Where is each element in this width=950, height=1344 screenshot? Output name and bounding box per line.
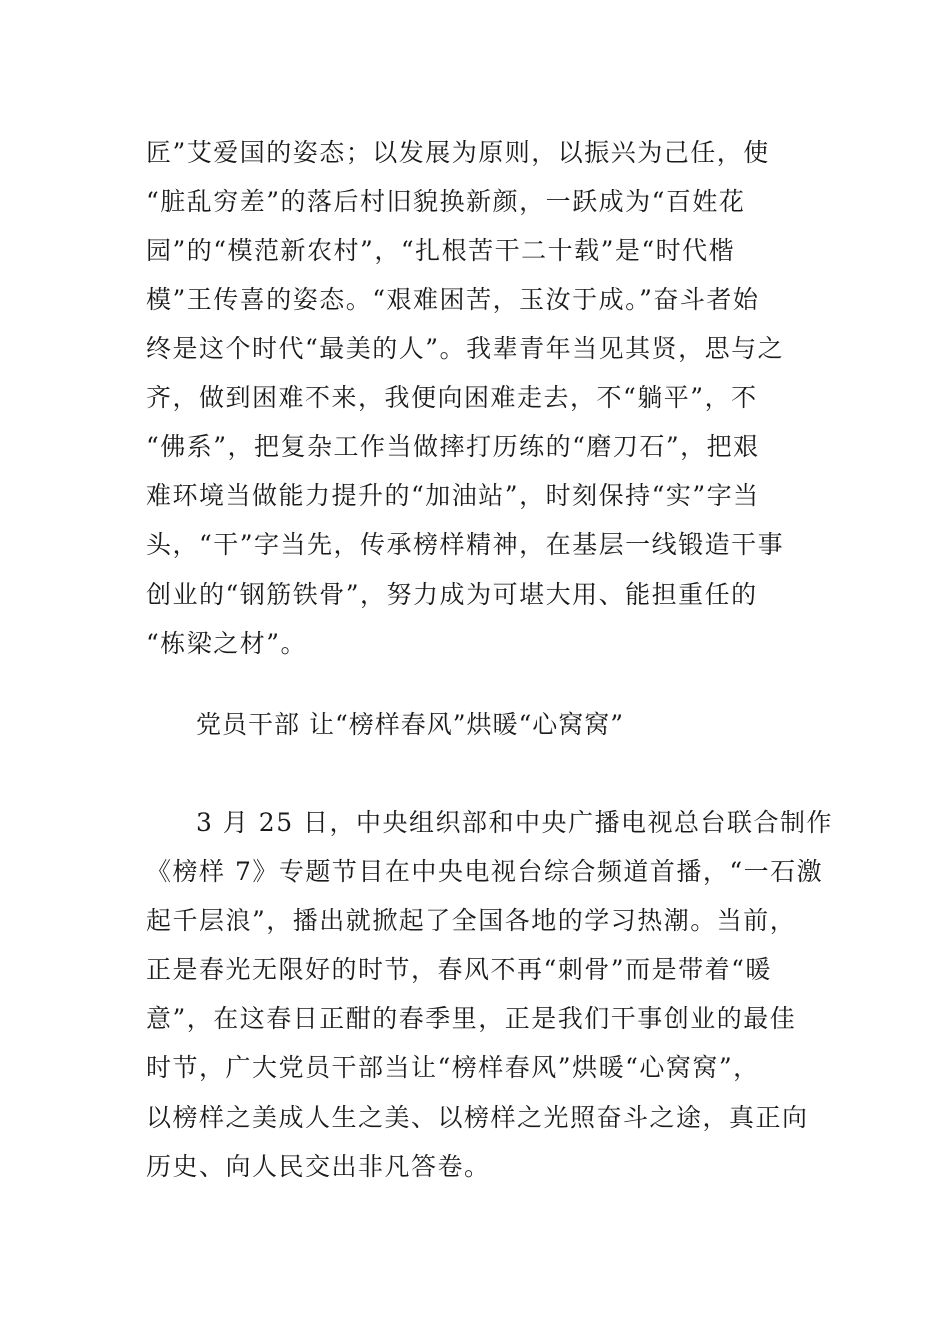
- section-heading: 党员干部 让“榜样春风”烘暖“心窝窝”: [196, 710, 625, 739]
- paragraph-line: 园”的“模范新农村”，“扎根苦干二十载”是“时代楷: [146, 236, 736, 265]
- paragraph-line: 模”王传喜的姿态。“艰难困苦，玉汝于成。”奋斗者始: [146, 285, 760, 314]
- paragraph-line: 3 月 25 日，中央组织部和中央广播电视总台联合制作: [196, 808, 834, 837]
- paragraph-line: 历史、向人民交出非凡答卷。: [146, 1152, 491, 1181]
- paragraph-line: 难环境当做能力提升的“加油站”，时刻保持“实”字当: [146, 481, 760, 510]
- paragraph-line: 以榜样之美成人生之美、以榜样之光照奋斗之途，真正向: [146, 1103, 809, 1132]
- paragraph-line: 创业的“钢筋铁骨”，努力成为可堪大用、能担重任的: [146, 580, 758, 609]
- paragraph-line: 《榜样 7》专题节目在中央电视台综合频道首播，“一石激: [146, 857, 824, 886]
- paragraph-line: 齐，做到困难不来，我便向困难走去，不“躺平”，不: [146, 383, 758, 412]
- paragraph-line: 起千层浪”，播出就掀起了全国各地的学习热潮。当前，: [146, 906, 797, 935]
- paragraph-line: 意”，在这春日正酣的春季里，正是我们干事创业的最佳: [146, 1004, 797, 1033]
- paragraph-line: 时节，广大党员干部当让“榜样春风”烘暖“心窝窝”，: [146, 1053, 760, 1082]
- paragraph-line: “栋梁之材”。: [146, 629, 308, 658]
- paragraph-line: 头，“干”字当先，传承榜样精神，在基层一线锻造干事: [146, 530, 785, 559]
- paragraph-line: 正是春光无限好的时节，春风不再“刺骨”而是带着“暖: [146, 955, 772, 984]
- paragraph-line: 匠”艾爱国的姿态；以发展为原则，以振兴为己任，使: [146, 138, 770, 167]
- paragraph-line: “脏乱穷差”的落后村旧貌换新颜，一跃成为“百姓花: [146, 187, 746, 216]
- paragraph-line: “佛系”，把复杂工作当做摔打历练的“磨刀石”，把艰: [146, 432, 760, 461]
- paragraph-line: 终是这个时代“最美的人”。我辈青年当见其贤，思与之: [146, 334, 785, 363]
